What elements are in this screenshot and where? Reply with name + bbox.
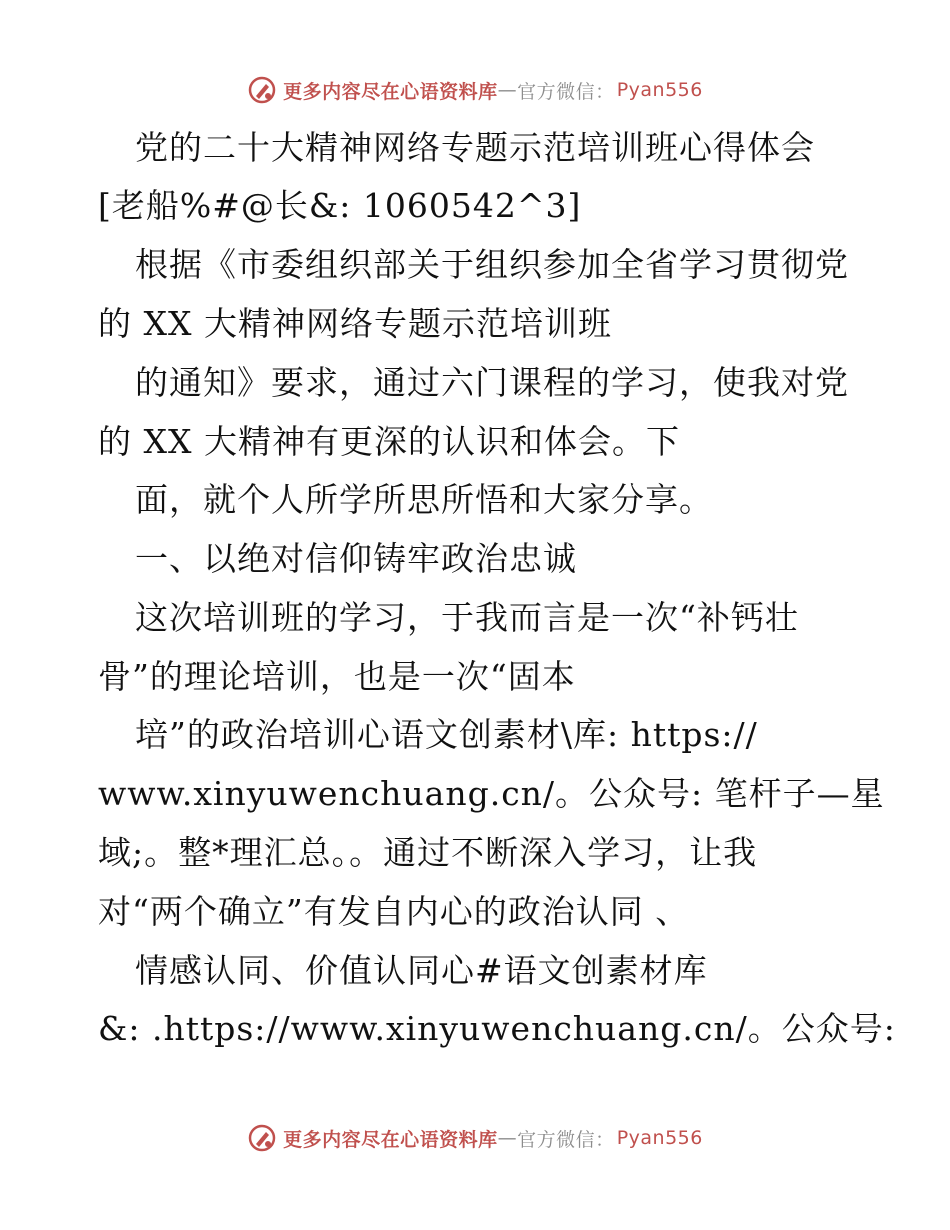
body-line: 的通知》要求，通过六门课程的学习，使我对党 [135,363,849,402]
body-line: 这次培训班的学习，于我而言是一次“补钙壮 [135,598,799,637]
body-line: &: .https://www.xinyuwenchuang.cn/。公众号: [98,1009,896,1048]
watermark-label: 官方微信： [517,80,615,103]
watermark-separator: — [497,79,518,101]
section-heading: 一、以绝对信仰铸牢政治忠诚 [135,539,577,578]
body-line: 根据《市委组织部关于组织参加全省学习贯彻党 [135,245,849,284]
body-line: 的 XX 大精神有更深的认识和体会。下 [98,422,680,461]
body-line: 情感认同、价值认同心#语文创素材库 [135,951,708,990]
watermark-label: 官方微信： [517,1128,615,1151]
watermark-main-text: 更多内容尽在心语资料库 [283,80,498,103]
watermark-separator: — [497,1127,518,1149]
watermark-id: Pyan556 [616,1127,703,1149]
body-line: 的 XX 大精神网络专题示范培训班 [98,304,612,343]
watermark-id: Pyan556 [616,79,703,101]
body-line: www.xinyuwenchuang.cn/。公众号: 笔杆子—星 [98,774,885,813]
document-title: 党的二十大精神网络专题示范培训班心得体会 [135,128,815,167]
watermark-main-text: 更多内容尽在心语资料库 [283,1128,498,1151]
body-line: 面，就个人所学所思所悟和大家分享。 [135,480,713,519]
pen-logo-icon [247,1123,277,1153]
body-line: 培”的政治培训心语文创素材\库: https:// [135,715,758,754]
body-line: 骨”的理论培训，也是一次“固本 [98,657,576,696]
pen-logo-icon [247,75,277,105]
footer-watermark [0,1118,950,1158]
header-watermark [0,70,950,110]
body-line: [老船%#@长&: 1060542^3] [98,186,582,225]
body-line: 对“两个确立”有发自内心的政治认同 、 [98,892,690,931]
body-line: 域;。整*理汇总。。通过不断深入学习，让我 [98,833,758,872]
